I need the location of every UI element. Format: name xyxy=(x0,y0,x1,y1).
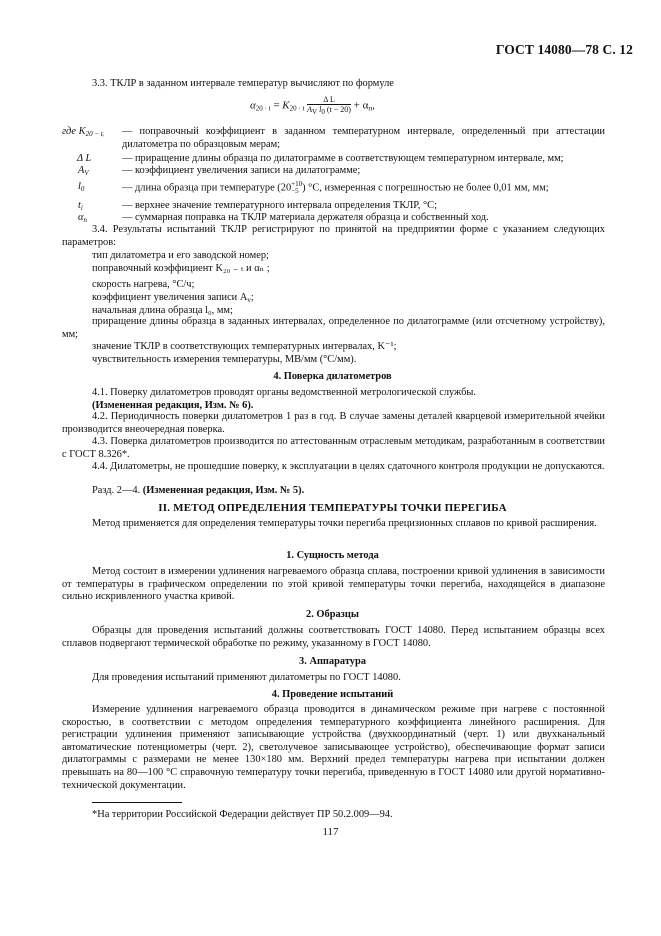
footnote-rule xyxy=(92,802,182,803)
param-item-4: коэффициент увеличения записи $A_v$; xyxy=(92,292,254,304)
formula-k: K xyxy=(282,99,290,112)
razd-note: Разд. 2—4. (Измененная редакция, Изм. № 5). xyxy=(92,485,305,496)
part-ii-intro: Метод применяется для определения температуры точки перегиба прецизионных сплавов по кривой расширения. xyxy=(92,518,597,529)
page-header: ГОСТ 14080—78 С. 12 xyxy=(495,42,633,57)
param-item-1: тип дилатометра и его заводской номер; xyxy=(92,250,269,261)
part-ii-title: II. МЕТОД ОПРЕДЕЛЕНИЯ ТЕМПЕРАТУРЫ ТОЧКИ ПЕРЕГИБА xyxy=(158,502,507,514)
section-4-title: 4. Поверка дилатометров xyxy=(273,371,392,382)
param-item-8: чувствительность измерения температуры, МВ/мм (°С/мм). xyxy=(92,354,357,365)
formula-fraction xyxy=(307,95,351,117)
formula-k-sub: 20 · t xyxy=(289,104,305,113)
s3-title: 3. Аппаратура xyxy=(299,656,366,667)
section-3-3-text: 3.3. ТКЛР в заданном интервале температур вычисляют по формуле xyxy=(92,78,394,89)
p-4-1-note: (Измененная редакция, Изм. № 6). xyxy=(92,400,254,411)
param-item-7: значение ТКЛР в соответствующих температурных интервалах, K⁻¹; xyxy=(92,341,397,352)
formula-lhs-sub: 20 · t xyxy=(255,104,271,113)
footnote: *На территории Российской Федерации действует ПР 50.2.009—94. xyxy=(92,809,393,820)
page-number: 117 xyxy=(322,826,339,838)
s3-text: Для проведения испытаний применяют дилатометры по ГОСТ 14080. xyxy=(92,672,401,683)
s1-text: Метод состоит в измерении удлинения нагреваемого образца сплава, построении кривой удлинения в зависимости от температуры в графическом определении по этой кривой температуры точки перегиба, находящейся в диапазоне сильно искривленного участка кривой. xyxy=(62,566,605,603)
param-item-6: приращение длины образца в заданных интервалах, определенное по дилатограмме (или отсчетному устройству), мм; xyxy=(62,316,605,340)
s1-title: 1. Сущность метода xyxy=(286,550,379,561)
formula-plus-sub: п xyxy=(368,104,373,113)
formula-numerator: Δ L xyxy=(307,95,351,105)
tklr-formula xyxy=(250,95,375,117)
s4-title: 4. Проведение испытаний xyxy=(271,689,394,700)
formula-plus: + α xyxy=(353,99,369,112)
document-page: ГОСТ 14080—78 С. 12 3.3. ТКЛР в заданном интервале температур вычисляют по формуле $\alpha_{20 \cdot t} = K_{20 \cdot t}$ $\frac{\text{Δ L}}{\text{AV l0 (t − 20)}}$ + $\alpha_п$, где $K_{20 - tᵢ}$ — поправочный коэффициент в заданном температурном интервале, определенный при аттестации дилатометра по образцовым мерам; Δ L — приращение длины образца по дилатограмме в соответствующем температурном интервале, мм; $A_V$ — коэффициент увеличения записи на дилатограмме; $l_0$ — длина образца при температуре (20 +10 −5 ) °С, измеренная с погрешностью не более 0,01 мм, мм; $t_i$ — верхнее значение температурного интервала определения ТКЛР, °С; $\alpha_п$ — суммарная поправка на ТКЛР материала держателя образца и собственный ход. 3.4. Результаты испытаний ТКЛР регистрируют по принятой на предприятии форме с указанием следующих параметров: тип дилатометра и его заводской номер; поправочный коэффициент K₂₀ ₋ ₜ и αₙ ; скорость нагрева, °С/ч; коэффициент увеличения записи $A_v$; начальная длина образца l₀, мм; приращение длины образца в заданных интервалах, определенное по дилатограмме (или отсчетному устройству), мм; значение ТКЛР в соответствующих температурных интервалах, K⁻¹; чувствительность измерения температуры, МВ/мм (°С/мм). 4. Поверка дилатометров 4.1. Поверку дилатометров проводят органы ведомственной метрологической службы. (Измененная редакция, Изм. № 6). 4.2. Периодичность поверки дилатометров 1 раз в год. В случае замены деталей кварцевой измерительной ячейки производится внеочередная поверка. 4.3. Поверка дилатометров производится по аттестованным отраслевым методикам, разработанным в соответствии с ГОСТ 8.326*. 4.4. Дилатометры, не прошедшие поверку, к эксплуатации в целях сдаточного контроля продукции не допускаются. Разд. 2—4. (Измененная редакция, Изм. № 5). II. МЕТОД ОПРЕДЕЛЕНИЯ ТЕМПЕРАТУРЫ ТОЧКИ ПЕРЕГИБА Метод применяется для определения температуры точки перегиба прецизионных сплавов по кривой расширения. 1. Сущность метода Метод состоит в измерении удлинения нагреваемого образца сплава, построении кривой удлинения в зависимости от температуры в графическом определении по этой кривой температуры точки перегиба, находящейся в диапазоне сильно искривленного участка кривой. 2. Образцы Образцы для проведения испытаний должны соответствовать ГОСТ 14080. Перед испытанием образцы всех сплавов подвергают термической обработке по режиму, указанному в ГОСТ 14080. 3. Аппаратура Для проведения испытаний применяют дилатометры по ГОСТ 14080. 4. Проведение испытаний Измерение удлинения нагреваемого образца проводится в динамическом режиме при нагреве с постоянной скоростью, в соответствии с методом определения температурного коэффициента линейного расширения. Для регистрации удлинения применяют записывающие устройства (двухкоординатный (черт. 1) или двухканальный автоматические потенциометры (черт. 2), светолучевое записывающее устройство), обеспечивающие формат записи дилатограммы с размерами не менее 130×180 мм. Верхний предел температуры нагрева при испытании должен превышать на 80—100 °С справочную температуру точки перегиба, приведенную в ГОСТ 14080 или другой нормативно-технической документации. *На территории Российской Федерации действует ПР 50.2.009—94. 117 xyxy=(0,0,661,936)
formula-end: , xyxy=(372,99,375,112)
param-item-3: скорость нагрева, °С/ч; xyxy=(92,279,195,290)
formula-denominator: AV l0 (t − 20) xyxy=(307,105,351,116)
p-4-1: 4.1. Поверку дилатометров проводят органы ведомственной метрологической службы. xyxy=(92,387,476,398)
formula-lhs: α xyxy=(250,99,256,112)
param-item-2: поправочный коэффициент K₂₀ ₋ ₜ и αₙ ; xyxy=(92,263,270,274)
s4-text: Измерение удлинения нагреваемого образца проводится в динамическом режиме при нагреве с постоянной скоростью, в соответствии с методом определения температурного коэффициента линейного расширения. Для регистрации удлинения применяют записывающие устройства (двухкоординатный (черт. 1) или двухканальный автоматические потенциометры (черт. 2), светолучевое записывающее устройство), обеспечивающие формат записи дилатограммы с размерами не менее 130×180 мм. Верхний предел температуры нагрева при испытании должен превышать на 80—100 °С справочную температуру точки перегиба, приведенную в ГОСТ 14080 или другой нормативно-технической документации. xyxy=(62,704,605,791)
param-item-5: начальная длина образца l₀, мм; xyxy=(92,305,233,316)
p-4-3: 4.3. Поверка дилатометров производится по аттестованным отраслевым методикам, разработанным в соответствии с ГОСТ 8.326*. xyxy=(62,436,605,460)
s2-title: 2. Образцы xyxy=(306,609,359,620)
p-4-4: 4.4. Дилатометры, не прошедшие поверку, к эксплуатации в целях сдаточного контроля продукции не допускаются. xyxy=(92,461,605,472)
formula-eq: = xyxy=(273,99,280,112)
section-3-4-intro: 3.4. Результаты испытаний ТКЛР регистрируют по принятой на предприятии форме с указанием следующих параметров: xyxy=(62,224,605,248)
s2-text: Образцы для проведения испытаний должны соответствовать ГОСТ 14080. Перед испытанием образцы всех сплавов подвергают термической обработке по режиму, указанному в ГОСТ 14080. xyxy=(62,625,605,649)
p-4-2: 4.2. Периодичность поверки дилатометров 1 раз в год. В случае замены деталей кварцевой измерительной ячейки производится внеочередная поверка. xyxy=(62,411,605,435)
